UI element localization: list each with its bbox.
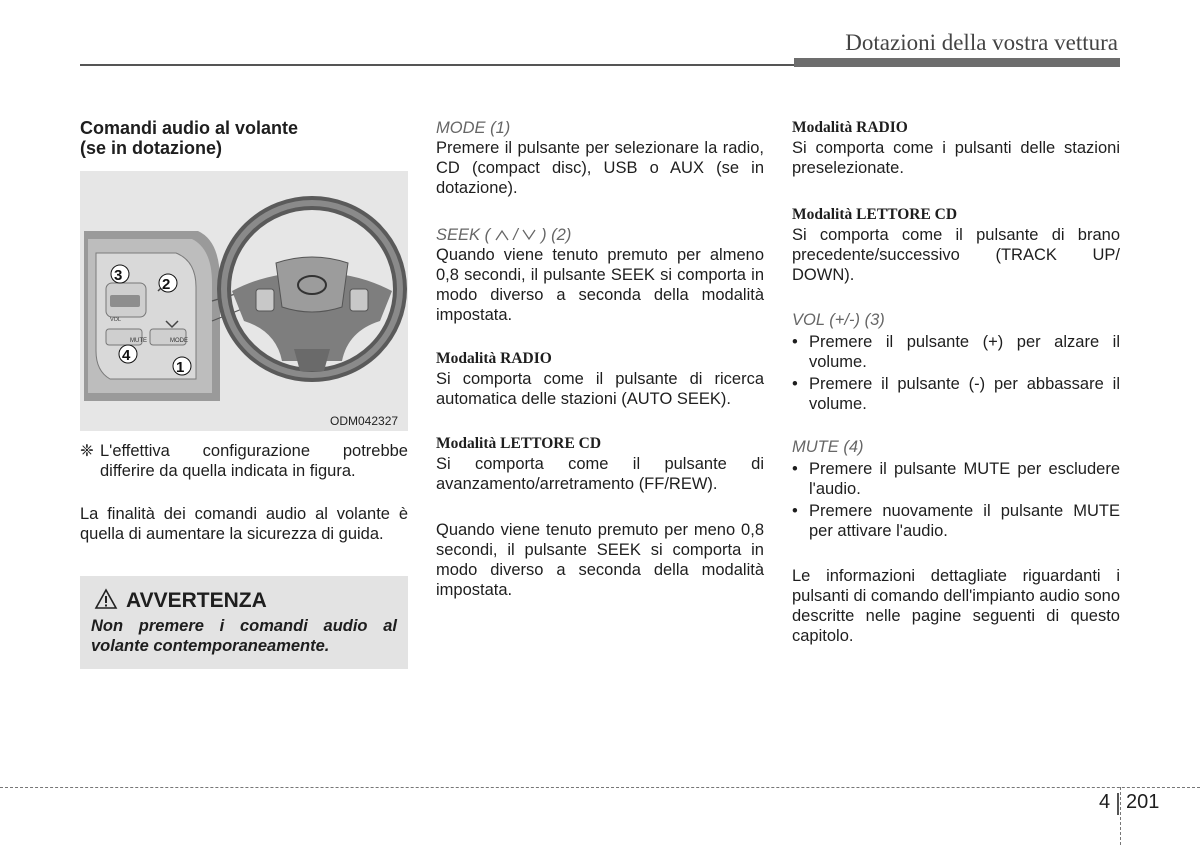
- chevron-up-icon: [495, 229, 509, 241]
- mute-button-label: MUTE: [130, 338, 147, 344]
- chevron-down-icon: [522, 229, 536, 241]
- footer-dashed-rule: [0, 787, 1200, 788]
- chapter-number: 4: [1099, 791, 1111, 813]
- vol-bullet-up: • Premere il pulsante (+) per alzare il volume.: [792, 332, 1120, 372]
- callout-4: 4: [122, 347, 131, 364]
- section-heading: [80, 118, 410, 158]
- column-left: [80, 118, 410, 158]
- seek-text: Quando viene tenuto premuto per almeno 0,8 secondi, il pulsante SEEK si comporta in modo diverso a seconda della modalità impostata.: [436, 246, 764, 324]
- info-text: Le informazioni dettagliate riguardanti i pulsanti di comando dell'impianto audio sono descritte nelle pagine seguenti di questo capitolo.: [792, 567, 1120, 645]
- running-header-title: Dotazioni della vostra vettura: [845, 30, 1118, 55]
- figure-code: ODM042327: [330, 414, 399, 428]
- vol-bullet-down: • Premere il pulsante (-) per abbassare il volume.: [792, 374, 1120, 414]
- radio-mode-heading: Modalità RADIO: [436, 350, 552, 367]
- note-text: L'effettiva configurazione potrebbe differire da quella indicata in figura.: [100, 442, 408, 480]
- warning-box: [80, 576, 408, 669]
- warning-text: Non premere i comandi audio al volante contemporaneamente.: [91, 617, 397, 655]
- warning-title: AVVERTENZA: [126, 589, 267, 612]
- seek-heading: [436, 225, 764, 245]
- mode-button-label: MODE: [170, 338, 188, 344]
- steering-wheel: [224, 203, 400, 375]
- callout-2: 2: [162, 276, 171, 293]
- seek-heading-sep: /: [513, 226, 518, 244]
- section-heading-line2: (se in dotazione): [80, 138, 223, 158]
- vol-heading: VOL (+/-) (3): [792, 311, 885, 329]
- radio-mode-text: Si comporta come il pulsante di ricerca automatica delle stazioni (AUTO SEEK).: [436, 370, 764, 408]
- page-number: 201: [1126, 791, 1160, 813]
- page-number-separator: [1117, 793, 1119, 815]
- mute-bullet-off: • Premere il pulsante MUTE per escludere l'audio.: [792, 459, 1120, 499]
- mute-heading: MUTE (4): [792, 438, 864, 456]
- vol-button-label: VOL: [110, 317, 122, 323]
- section-heading-line1: Comandi audio al volante: [80, 118, 299, 138]
- cd-track-heading: Modalità LETTORE CD: [792, 206, 958, 223]
- mode-text: Premere il pulsante per selezionare la radio, CD (compact disc), USB o AUX (se in dotazione).: [436, 139, 764, 197]
- callout-3: 3: [114, 267, 123, 284]
- footer-dashed-divider: [1120, 787, 1121, 845]
- mode-heading: MODE (1): [436, 119, 511, 137]
- header-rule: [80, 64, 794, 66]
- radio-preset-text: Si comporta come i pulsanti delle stazioni preselezionate.: [792, 139, 1120, 177]
- steering-wheel-figure: [80, 171, 408, 431]
- seek-heading-pre: SEEK (: [436, 226, 491, 244]
- cd-mode-heading: Modalità LETTORE CD: [436, 435, 602, 452]
- steering-wheel-illustration: [80, 171, 408, 431]
- short-press-text: Quando viene tenuto premuto per meno 0,8 secondi, il pulsante SEEK si comporta in modo diverso a seconda della modalità impostata.: [436, 521, 764, 599]
- mute-bullet-on: • Premere nuovamente il pulsante MUTE per attivare l'audio.: [792, 501, 1120, 541]
- column-middle: [436, 118, 764, 600]
- note-symbol: ❈: [80, 442, 94, 460]
- purpose-text: La finalità dei comandi audio al volante è quella di aumentare la sicurezza di guida.: [80, 505, 408, 543]
- column-right: [792, 118, 1120, 646]
- figure-note: [80, 441, 408, 481]
- warning-triangle-icon: [94, 588, 118, 615]
- radio-preset-heading: Modalità RADIO: [792, 119, 908, 136]
- purpose-paragraph: [80, 504, 408, 544]
- callout-1: 1: [176, 359, 185, 376]
- cd-track-text: Si comporta come il pulsante di brano precedente/successivo (TRACK UP/ DOWN).: [792, 226, 1120, 284]
- control-panel-inset: [84, 231, 220, 401]
- cd-mode-text: Si comporta come il pulsante di avanzamento/arretramento (FF/REW).: [436, 455, 764, 493]
- seek-heading-post: ) (2): [541, 226, 572, 244]
- header-rule-accent: [794, 58, 1120, 67]
